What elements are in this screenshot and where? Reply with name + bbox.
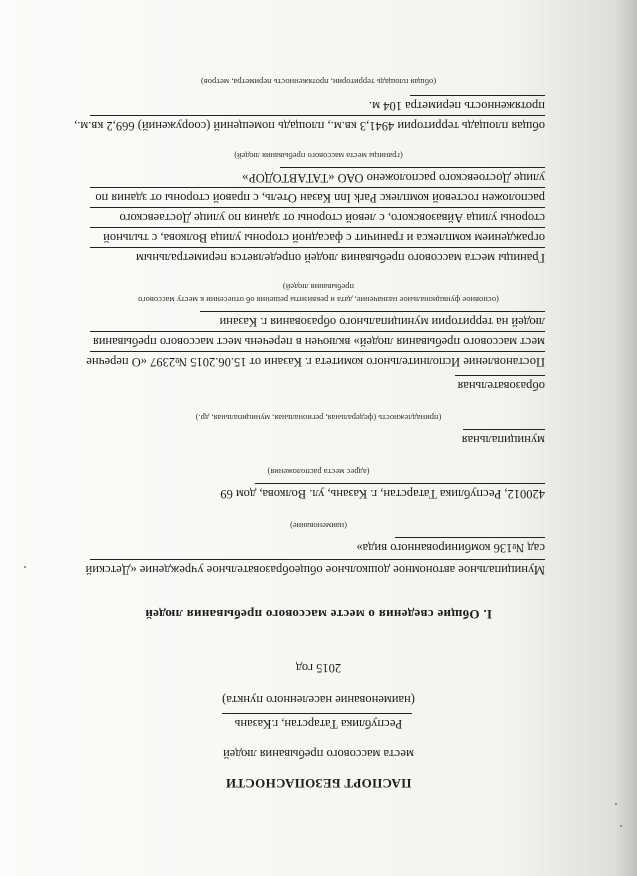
- decree-rule-1: [90, 351, 545, 352]
- bounds-rule-2: [90, 227, 545, 228]
- ownership-caption: (принадлежность (федеральная, региональная, муниципальная, др.): [195, 413, 442, 423]
- decree-rule-2: [90, 331, 545, 332]
- document-year: 2015 год: [295, 661, 342, 675]
- area-line2: протяженность периметра 104 м.: [369, 99, 545, 113]
- decree-line1: Постановление Исполнительного комитета г. Казани от 15.06.2015 №2397 «О перечне: [86, 355, 545, 369]
- name-rule-2: [395, 537, 545, 538]
- bounds-line1: Границы места массового пребывания людей определяется периметральным: [135, 251, 545, 265]
- decree-caption-line2: пребывания людей): [282, 282, 355, 292]
- address-caption: (адрес места расположения): [267, 467, 370, 477]
- area-rule-2: [410, 95, 545, 96]
- bounds-line2: ограждением комплекса и граничит с фасадной стороны улица Волкова, с тыльной: [103, 231, 545, 245]
- bounds-caption: (границы места массового пребывания людей): [234, 151, 403, 161]
- dust-speck: [615, 803, 617, 805]
- bounds-rule-5: [280, 167, 545, 168]
- bounds-line4: расположен гостевой комплекс Park Inn Казан Отель, с правой стороны от здания по: [95, 191, 545, 205]
- section-heading: I. Общие сведения о месте массового пребывания людей: [145, 607, 492, 622]
- decree-caption-line1: (основное функциональное назначение, дата и реквизиты решения об отнесении к месту массового: [138, 295, 499, 305]
- locality-caption: (наименование населенного пункта): [222, 693, 415, 707]
- dust-speck: [24, 566, 26, 568]
- establishment-name-line2: сад №136 комбинированного вида»: [356, 541, 545, 555]
- establishment-name-caption: (наименование): [289, 521, 348, 531]
- bounds-rule-4: [90, 187, 545, 188]
- document-title: ПАСПОРТ БЕЗОПАСНОСТИ: [225, 776, 412, 791]
- area-line1: общая площадь территории 4941,3 кв.м., площадь помещений (сооружений) 669,2 кв.м.,: [74, 119, 545, 133]
- area-rule-1: [90, 115, 545, 116]
- ownership-value: муниципальная: [461, 433, 545, 447]
- decree-line3: людей на территории муниципального образования г. Казани: [219, 315, 545, 329]
- dust-speck: [620, 825, 622, 827]
- area-caption: (общая площадь территории, протяженность периметра, метров): [200, 77, 437, 87]
- bounds-line5: улице Достоевского расположено ОАО «ТАТАВТОДОР»: [242, 171, 545, 185]
- bounds-line3: стороны улица Айвазовского, с левой стороны от здания по улице Достаевского: [119, 211, 545, 225]
- address-value: 420012, Республика Татарстан, г. Казань, ул. Волкова, дом 69: [220, 487, 545, 501]
- bounds-rule-3: [90, 207, 545, 208]
- name-rule-1: [90, 559, 545, 560]
- establishment-name-line1: Муниципальное автономное дошкольное общеобразовательное учреждение «Детский: [85, 563, 545, 577]
- ownership-rule: [463, 429, 545, 430]
- decree-rule-3: [200, 311, 545, 312]
- scanner-edge-shadow: [615, 0, 637, 876]
- locality-value: Республика Татарстан, г.Казань: [234, 717, 403, 731]
- purpose-rule: [455, 375, 545, 376]
- purpose-value: образовательная: [457, 379, 545, 393]
- locality-rule: [222, 713, 412, 714]
- decree-line2: мест массового пребывания людей» включен в перечень мест массового пребывания: [93, 335, 545, 349]
- address-rule: [255, 483, 545, 484]
- bounds-rule-1: [90, 247, 545, 248]
- document-subtitle: места массового пребывания людей: [223, 747, 414, 761]
